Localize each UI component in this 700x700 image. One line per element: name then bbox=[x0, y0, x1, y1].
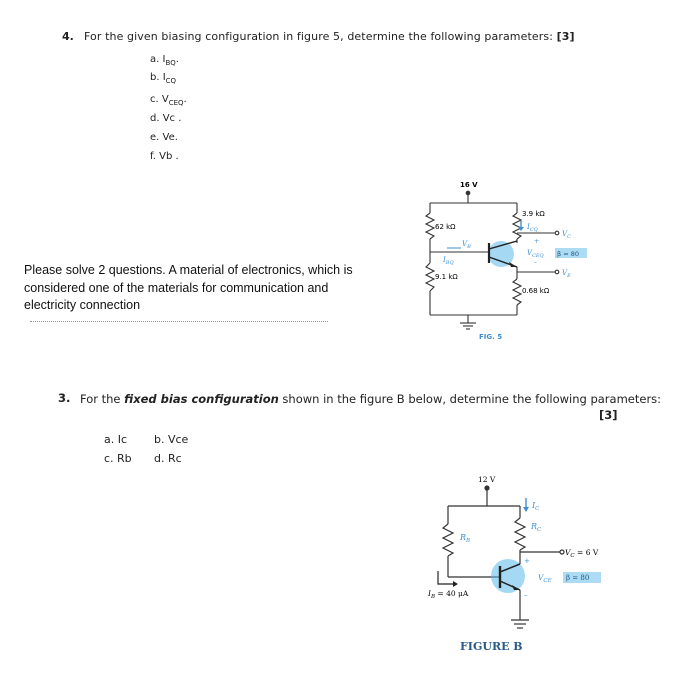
fig5-vce-minus: – bbox=[534, 259, 537, 266]
q4-item-e: e. Ve. bbox=[150, 132, 178, 143]
instruction-note: Please solve 2 questions. A material of electronics, which is considered one of the materials for communication and electricity connection bbox=[24, 263, 353, 312]
q4-item-a: a. $I_{BQ}$. bbox=[150, 54, 179, 67]
figb-ic-label: $I_C$ bbox=[532, 501, 540, 512]
question-3-text: For the fixed bias configuration shown in the figure B below, determine the following parameters: bbox=[80, 392, 662, 406]
figb-beta-label: β = 80 bbox=[566, 574, 590, 582]
fig5-caption: FIG. 5 bbox=[479, 333, 503, 341]
q4-item-d: d. Vc . bbox=[150, 113, 182, 124]
fig5-vce-label: $V_{CEQ}$ bbox=[527, 249, 544, 259]
figb-rb-label: $R_B$ bbox=[460, 533, 471, 544]
fig5-vc-label: $V_C$ bbox=[562, 230, 571, 240]
question-4-text bbox=[84, 30, 575, 43]
fig5-r2-label: 9.1 kΩ bbox=[435, 273, 458, 281]
q4-item-b: b. $I_{CQ}$ bbox=[150, 72, 177, 85]
question-3-number: 3. bbox=[58, 391, 71, 405]
figb-vc-label: $V_C = 6$ V bbox=[565, 548, 599, 559]
q3-item-a: a. Ic bbox=[104, 433, 128, 446]
fig5-vb-label: $V_B$ bbox=[462, 240, 471, 250]
fig5-re-label: 0.68 kΩ bbox=[522, 287, 550, 295]
q3-item-d: d. Rc bbox=[154, 452, 182, 465]
q3-emphasis: fixed bias configuration bbox=[124, 392, 279, 406]
fig5-ve-label: $V_E$ bbox=[562, 269, 571, 279]
figb-vce-label: $V_{CE}$ bbox=[538, 573, 552, 584]
q3-item-c: c. Rb bbox=[104, 452, 132, 465]
figb-caption: FIGURE B bbox=[460, 640, 523, 653]
question-3-marks: [3] bbox=[599, 408, 618, 422]
question-4-prompt: For the given biasing configuration in figure 5, determine the following parameters: bbox=[84, 30, 554, 43]
fig5-supply-label: 16 V bbox=[460, 181, 478, 189]
fig5-beta-label: β = 80 bbox=[557, 250, 579, 258]
figb-rc-label: $R_C$ bbox=[531, 522, 542, 533]
question-4-number: 4. bbox=[62, 30, 74, 43]
divider bbox=[30, 321, 328, 322]
fig5-ib-label: $I_{BQ}$ bbox=[443, 256, 454, 266]
question-4-marks: [3] bbox=[556, 30, 575, 43]
fig5-rc-label: 3.9 kΩ bbox=[522, 210, 545, 218]
figb-vce-plus: + bbox=[524, 557, 530, 565]
figure-5-circuit bbox=[405, 175, 615, 345]
fig5-vce-plus: + bbox=[534, 238, 540, 245]
fig5-r1-label: 62 kΩ bbox=[435, 223, 456, 231]
figb-supply-label: 12 V bbox=[478, 475, 496, 484]
q4-item-f: f. Vb . bbox=[150, 151, 179, 162]
figb-ib-label: $I_B = 40$ μA bbox=[428, 589, 469, 600]
q3-item-b: b. Vce bbox=[154, 433, 189, 446]
figure-b-circuit bbox=[420, 472, 640, 657]
fig5-ic-label: $I_{CQ}$ bbox=[527, 223, 538, 233]
figb-vce-minus: – bbox=[524, 591, 528, 599]
q4-item-c: c. $V_{CEQ}$. bbox=[150, 94, 187, 107]
